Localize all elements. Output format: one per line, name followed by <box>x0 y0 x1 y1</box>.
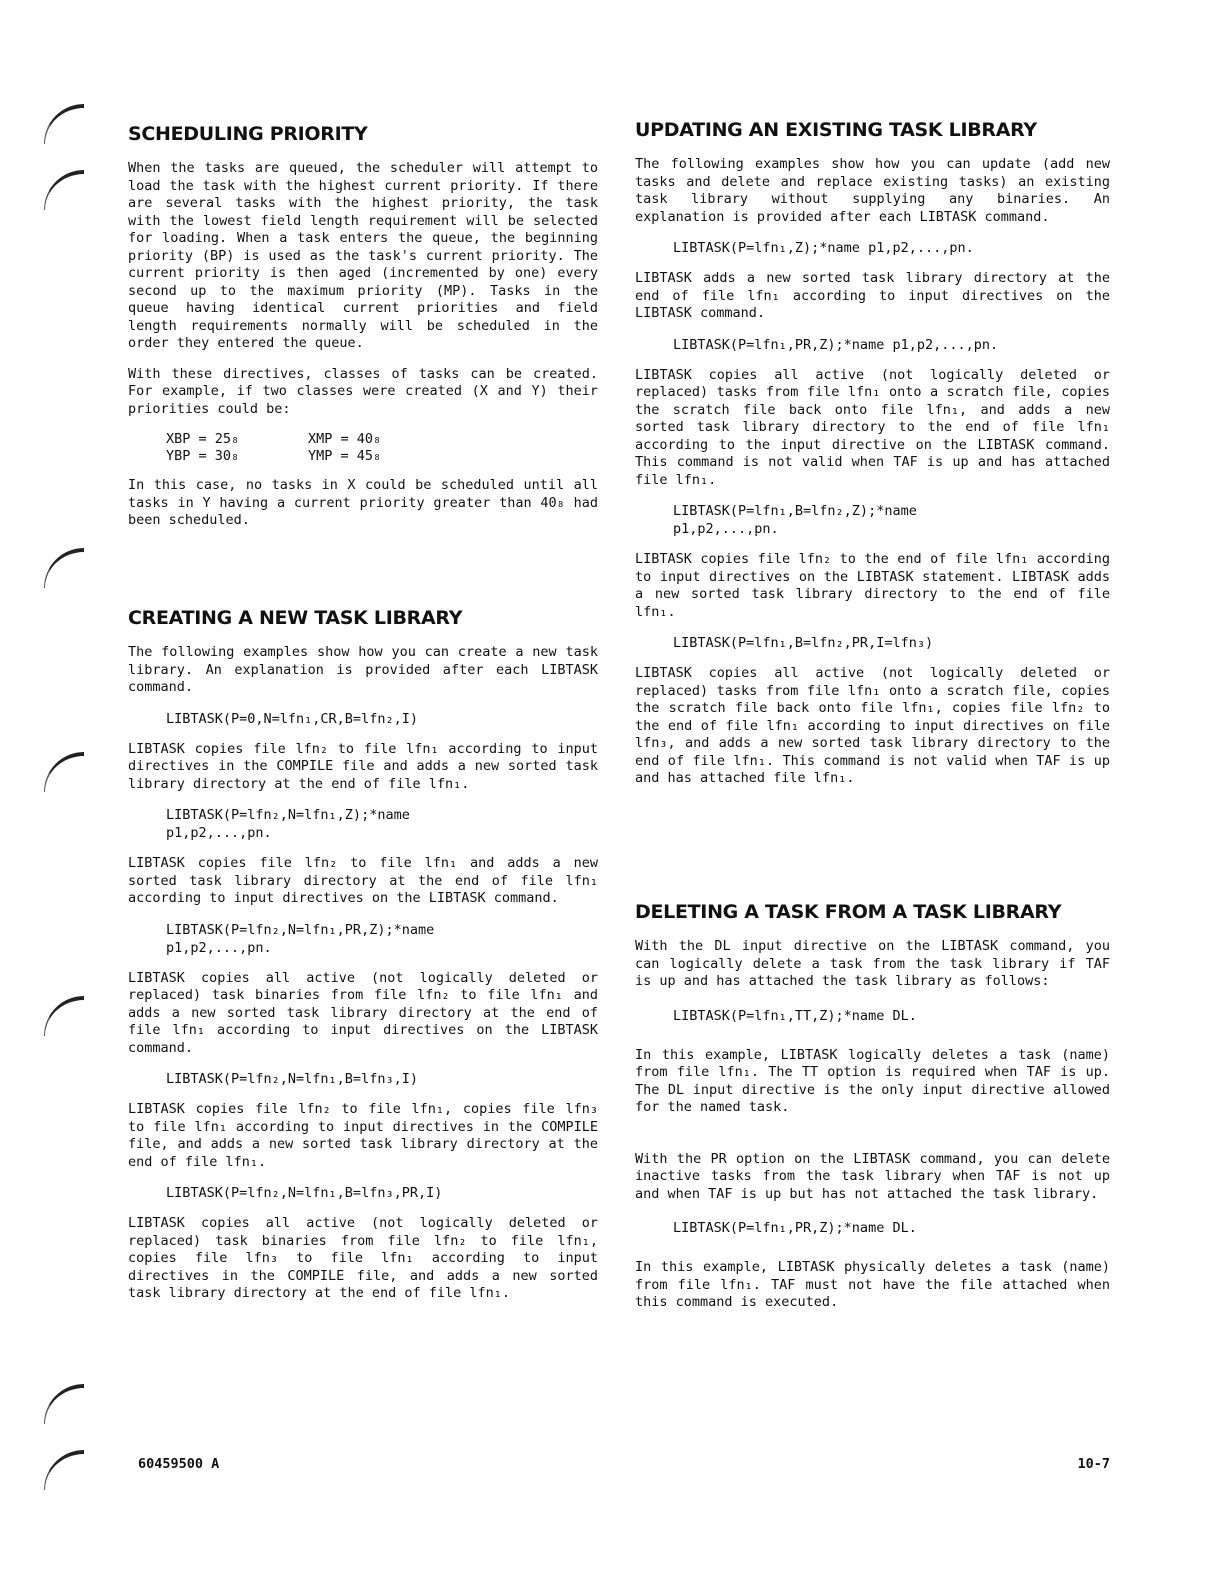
command-line: LIBTASK(P=lfn₁,B=lfn₂,PR,I=lfn₃) <box>673 635 934 651</box>
command-line: LIBTASK(P=lfn₂,N=lfn₁,B=lfn₃,I) <box>166 1071 418 1087</box>
paragraph: With these directives, classes of tasks can be created. For example, if two classes were created (X and Y) their priorities could be: <box>128 365 598 417</box>
section-updating-task-library <box>635 118 1110 801</box>
binder-hole-mark <box>44 548 84 588</box>
command-line: LIBTASK(P=lfn₂,N=lfn₁,PR,Z);*name p1,p2,...,pn. <box>166 921 435 956</box>
command-line: LIBTASK(P=lfn₂,N=lfn₁,B=lfn₃,PR,I) <box>166 1185 443 1201</box>
section-scheduling-priority <box>128 122 598 543</box>
section-heading: DELETING A TASK FROM A TASK LIBRARY <box>635 901 1062 923</box>
command-line: LIBTASK(P=lfn₁,PR,Z);*name p1,p2,...,pn. <box>673 336 999 353</box>
equation: XBP = 25₈ <box>166 431 240 447</box>
command-line: LIBTASK(P=0,N=lfn₁,CR,B=lfn₂,I) <box>166 710 418 727</box>
paragraph: LIBTASK copies all active (not logically deleted or replaced) tasks from file lfn₁ onto a scratch file, copies the scratch file back onto file lfn₁, and adds a new sorted task library directory to the end of file lfn₁ according to the input directive on the LIBTASK command. This command is not valid when TAF is up and has attached file lfn₁. <box>635 366 1110 488</box>
command-line: LIBTASK(P=lfn₁,B=lfn₂,Z);*name p1,p2,...,pn. <box>673 503 917 537</box>
binder-hole-mark <box>44 170 84 210</box>
page-number: 10-7 <box>1077 1456 1110 1472</box>
paragraph: LIBTASK copies all active (not logically deleted or replaced) tasks from file lfn₁ onto a scratch file, copies the scratch file back onto file lfn₁, copies file lfn₂ to the end of file lfn₁ according to input directives on file lfn₃, and adds a new sorted task library directory to the end of file lfn₁. This command is not valid when TAF is up and has attached file lfn₁. <box>635 665 1110 786</box>
paragraph: LIBTASK copies file lfn₂ to file lfn₁, copies file lfn₃ to file lfn₁ according to input directives in the COMPILE file, and adds a new sorted task library directory at the end of file lfn₁. <box>128 1101 598 1170</box>
paragraph: The following examples show how you can create a new task library. An explanation is provided after each LIBTASK command. <box>128 644 598 695</box>
paragraph: With the PR option on the LIBTASK command, you can delete inactive tasks from the task library when TAF is not up and when TAF is up but has not attached the task library. <box>635 1150 1110 1202</box>
section-heading: UPDATING AN EXISTING TASK LIBRARY <box>635 119 1037 141</box>
document-number: 60459500 A <box>138 1456 220 1472</box>
binder-hole-mark <box>44 752 84 792</box>
binder-hole-mark <box>44 996 84 1036</box>
command-line: LIBTASK(P=lfn₁,TT,Z);*name DL. <box>673 1007 917 1024</box>
paragraph: LIBTASK copies file lfn₂ to file lfn₁ according to input directives in the COMPILE file and adds a new sorted task library directory at the end of file lfn₁. <box>128 740 598 792</box>
equation: YBP = 30₈ <box>166 448 240 464</box>
equation: YMP = 45₈ <box>308 448 382 464</box>
equation: XMP = 40₈ <box>308 431 382 447</box>
section-deleting-task <box>635 900 1110 1325</box>
binder-hole-mark <box>44 1450 84 1490</box>
paragraph: With the DL input directive on the LIBTASK command, you can logically delete a task from the task library if TAF is up and has attached the task library as follows: <box>635 938 1110 989</box>
paragraph: LIBTASK adds a new sorted task library directory at the end of file lfn₁ according to input directives on the LIBTASK command. <box>635 270 1110 321</box>
paragraph: When the tasks are queued, the scheduler will attempt to load the task with the highest current priority. If there are several tasks with the highest priority, the task with the lowest field length requirement will be selected for loading. When a task enters the queue, the beginning priority (BP) is used as the task's current priority. The current priority is then aged (incremented by one) every second up to the maximum priority (MP). Tasks in the queue having identical current priorities and field length requirements normally will be scheduled in the order they entered the queue. <box>128 160 598 351</box>
command-line: LIBTASK(P=lfn₁,Z);*name p1,p2,...,pn. <box>673 240 974 256</box>
paragraph: The following examples show how you can update (add new tasks and delete and replace existing tasks) an existing task library without supplying any binaries. An explanation is provided after each LIBTASK command. <box>635 156 1110 225</box>
paragraph: In this case, no tasks in X could be scheduled until all tasks in Y having a current priority greater than 40₈ had been scheduled. <box>128 477 598 528</box>
paragraph: LIBTASK copies all active (not logically deleted or replaced) task binaries from file lfn₂ to file lfn₁ and adds a new sorted task library directory at the end of file lfn₁ according to input directives on the LIBTASK command. <box>128 969 598 1056</box>
paragraph: LIBTASK copies all active (not logically deleted or replaced) task binaries from file lfn₂ to file lfn₁, copies file lfn₃ to file lfn₁ according to input directives in the COMPILE file, and adds a new sorted task library directory at the end of file lfn₁. <box>128 1215 598 1301</box>
priority-equations <box>166 431 598 465</box>
binder-hole-mark <box>44 1384 84 1424</box>
section-creating-task-library <box>128 606 598 1316</box>
paragraph: In this example, LIBTASK physically deletes a task (name) from file lfn₁. TAF must not have the file attached when this command is executed. <box>635 1259 1110 1310</box>
command-line: LIBTASK(P=lfn₁,PR,Z);*name DL. <box>673 1220 917 1236</box>
paragraph: LIBTASK copies file lfn₂ to the end of file lfn₁ according to input directives on the LIBTASK statement. LIBTASK adds a new sorted task library directory to the end of file lfn₁. <box>635 551 1110 620</box>
binder-hole-mark <box>44 104 84 144</box>
section-heading: CREATING A NEW TASK LIBRARY <box>128 607 463 629</box>
section-heading: SCHEDULING PRIORITY <box>128 123 368 145</box>
paragraph: In this example, LIBTASK logically deletes a task (name) from file lfn₁. The TT option is required when TAF is up. The DL input directive is the only input directive allowed for the named task. <box>635 1046 1110 1115</box>
command-line: LIBTASK(P=lfn₂,N=lfn₁,Z);*name p1,p2,...,pn. <box>166 807 410 841</box>
paragraph: LIBTASK copies file lfn₂ to file lfn₁ and adds a new sorted task library directory at the end of file lfn₁ according to input directives on the LIBTASK command. <box>128 855 598 906</box>
